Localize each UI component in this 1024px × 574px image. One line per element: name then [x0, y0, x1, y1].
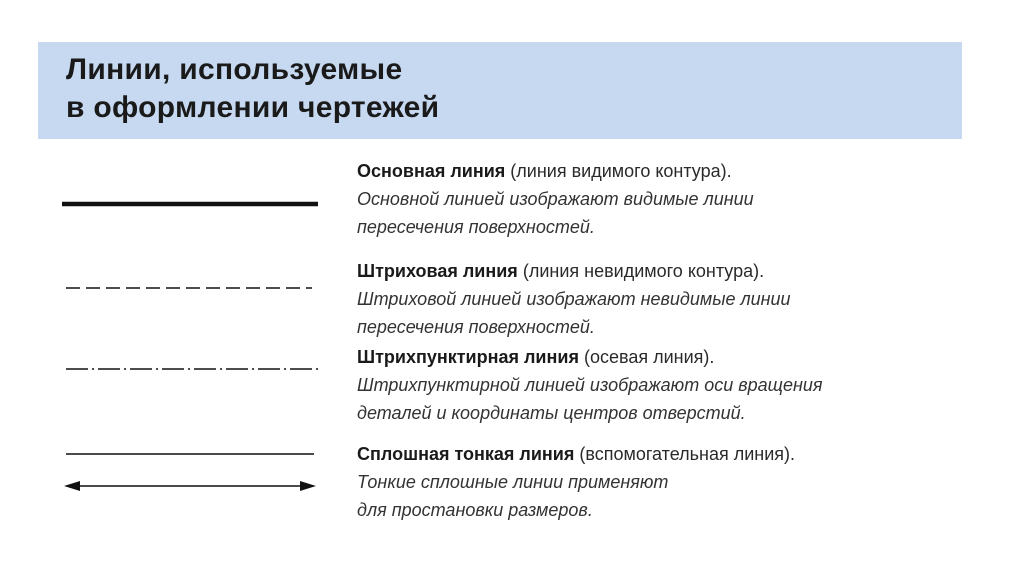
- dashed-line-description: [357, 257, 977, 341]
- thin-line-description: [357, 440, 977, 524]
- dashed-line-text-1: Штриховой линией изображают невидимые линии: [357, 289, 791, 309]
- dashed-line-text-2: пересечения поверхностей.: [357, 317, 595, 337]
- title-banner: [38, 42, 962, 139]
- dashed-line-note: (линия невидимого контура).: [522, 261, 765, 281]
- main-line-note: (линия видимого контура).: [510, 161, 732, 181]
- dashed-line-sample: [60, 268, 322, 308]
- thin-line-text-2: для простановки размеров.: [357, 500, 593, 520]
- thin-line-sample: [60, 434, 322, 504]
- thin-line-text-1: Тонкие сплошные линии применяют: [357, 472, 669, 492]
- dimension-arrow-right-icon: [300, 481, 316, 491]
- page-title: [66, 51, 439, 127]
- main-line-name: Основная линия: [357, 161, 506, 181]
- dash-dot-line-text-1: Штрихпунктирной линией изображают оси вращения: [357, 375, 823, 395]
- page-title-line-2: в оформлении чертежей: [66, 91, 440, 124]
- main-line-description: [357, 157, 977, 241]
- dimension-arrow-left-icon: [64, 481, 80, 491]
- dash-dot-line-name: Штрихпунктирная линия: [357, 347, 579, 367]
- dash-dot-line-sample: [60, 349, 322, 389]
- thin-line-name: Сплошная тонкая линия: [357, 444, 575, 464]
- thin-line-note: (вспомогательная линия).: [579, 444, 796, 464]
- main-line-text-2: пересечения поверхностей.: [357, 217, 595, 237]
- main-line-text-1: Основной линией изображают видимые линии: [357, 189, 754, 209]
- main-line-sample: [60, 184, 322, 224]
- dash-dot-line-note: (осевая линия).: [583, 347, 715, 367]
- dashed-line-name: Штриховая линия: [357, 261, 518, 281]
- dash-dot-line-description: [357, 343, 977, 427]
- dash-dot-line-text-2: деталей и координаты центров отверстий.: [357, 403, 746, 423]
- page-title-line-1: Линии, используемые: [66, 53, 403, 86]
